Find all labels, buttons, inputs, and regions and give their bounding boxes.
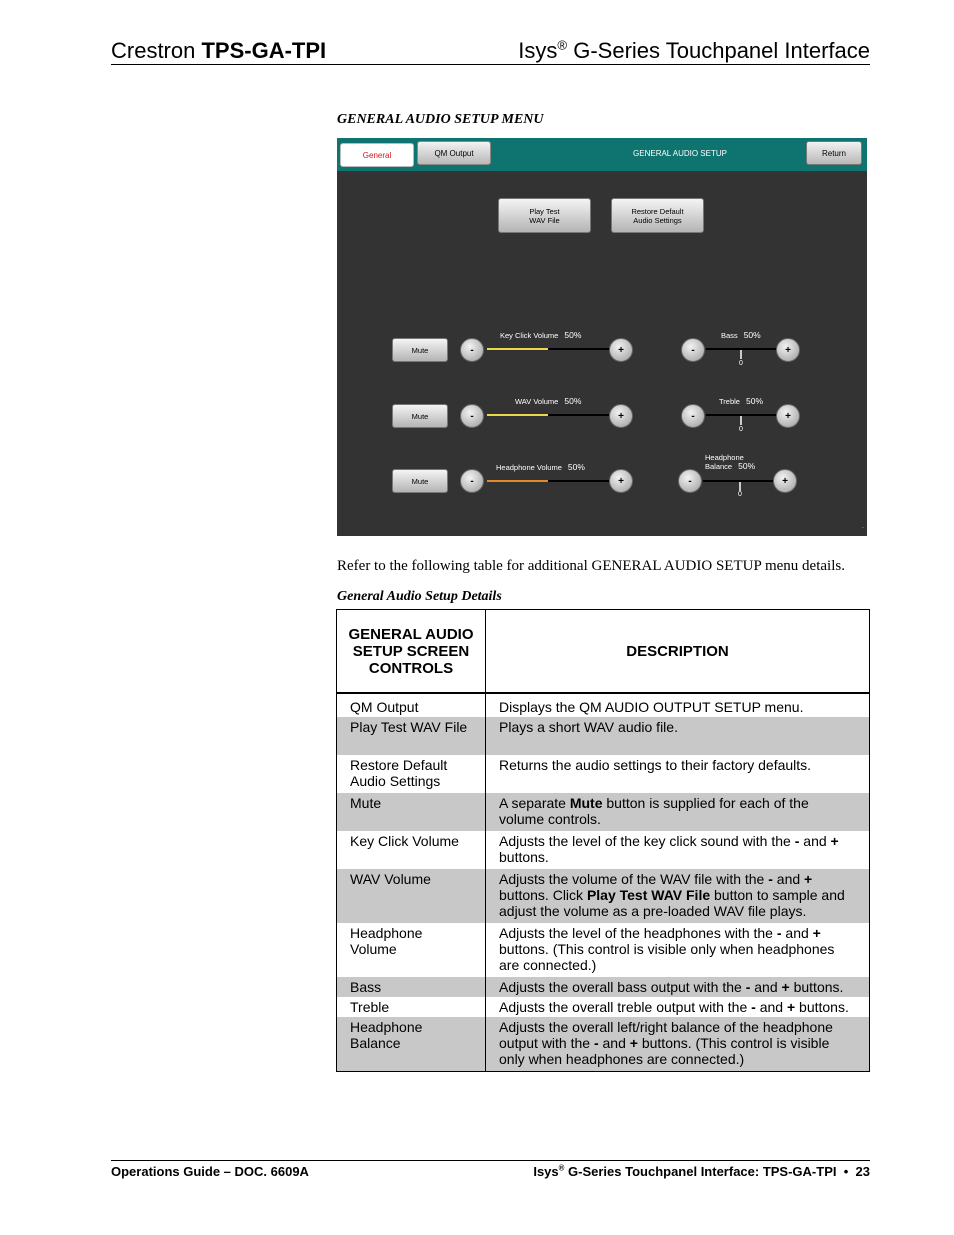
headphone-plus-button[interactable]: + bbox=[609, 469, 633, 493]
restore-line2: Audio Settings bbox=[633, 215, 682, 225]
headphone-minus-button[interactable]: - bbox=[460, 469, 484, 493]
table-header-row bbox=[337, 610, 870, 694]
row-control: Key Click Volume bbox=[337, 831, 486, 869]
bass-minus-button[interactable]: - bbox=[681, 338, 705, 362]
row-description bbox=[486, 869, 870, 923]
wav-slider[interactable] bbox=[487, 414, 609, 416]
footer-doc: Operations Guide – DOC. 6609A bbox=[111, 1164, 309, 1179]
panel-top-bar bbox=[337, 138, 867, 171]
bass-center-tick bbox=[740, 350, 742, 359]
treble-zero: 0 bbox=[739, 426, 743, 433]
headphone-pct: 50% bbox=[567, 462, 585, 472]
treble-center-tick bbox=[740, 416, 742, 425]
desc-bold: - bbox=[593, 1035, 599, 1051]
return-button[interactable]: Return bbox=[806, 141, 862, 165]
row-description bbox=[486, 997, 870, 1017]
table-row bbox=[337, 693, 870, 717]
row-control: Headphone Volume bbox=[337, 923, 486, 977]
header-controls: GENERAL AUDIO SETUP SCREEN CONTROLS bbox=[337, 610, 486, 694]
balance-slider[interactable] bbox=[703, 480, 773, 482]
row-control: Mute bbox=[337, 793, 486, 831]
desc-bold: + bbox=[830, 833, 839, 849]
desc-bold: + bbox=[804, 871, 813, 887]
desc-text: A separate bbox=[499, 795, 570, 811]
treble-label bbox=[719, 397, 763, 406]
restore-default-button[interactable] bbox=[611, 198, 704, 233]
treble-plus-button[interactable]: + bbox=[776, 404, 800, 428]
desc-text: button is supplied for each of the volume controls. bbox=[499, 795, 809, 827]
desc-text: buttons. (This control is visible only when headphones are connected.) bbox=[499, 941, 835, 973]
wav-label-text: WAV Volume bbox=[515, 397, 559, 406]
desc-text: buttons. Click bbox=[499, 887, 587, 903]
mute-button-headphone[interactable]: Mute bbox=[392, 469, 448, 493]
key-click-label-text: Key Click Volume bbox=[500, 331, 559, 340]
header-title-rest: G-Series Touchpanel Interface bbox=[573, 38, 870, 63]
row-description bbox=[486, 1017, 870, 1072]
table-row bbox=[337, 923, 870, 977]
play-test-line2: WAV File bbox=[529, 215, 560, 225]
bass-plus-button[interactable]: + bbox=[776, 338, 800, 362]
page-number: 23 bbox=[855, 1164, 870, 1179]
desc-text: Adjusts the volume of the WAV file with the bbox=[499, 871, 769, 887]
desc-bold: + bbox=[781, 979, 790, 995]
header-description: DESCRIPTION bbox=[486, 610, 870, 694]
row-description: Returns the audio settings to their factory defaults. bbox=[499, 757, 812, 773]
bass-label bbox=[721, 331, 761, 340]
balance-pct: 50% bbox=[738, 461, 756, 471]
wav-slider-fill bbox=[487, 414, 548, 416]
desc-text: and bbox=[799, 833, 831, 849]
wav-label bbox=[515, 397, 581, 406]
restore-line1: Restore Default bbox=[631, 206, 684, 216]
table-row bbox=[337, 997, 870, 1017]
headphone-label-text: Headphone Volume bbox=[496, 463, 562, 472]
details-table bbox=[336, 609, 870, 1072]
panel-title: GENERAL AUDIO SETUP bbox=[633, 149, 727, 158]
treble-minus-button[interactable]: - bbox=[681, 404, 705, 428]
mute-button-key-click[interactable]: Mute bbox=[392, 338, 448, 362]
table-row bbox=[337, 977, 870, 997]
desc-text: buttons. (This control is visible only when headphones are connected.) bbox=[499, 1035, 830, 1067]
headphone-label bbox=[496, 463, 585, 472]
desc-text: buttons. bbox=[795, 999, 849, 1015]
row-description bbox=[486, 831, 870, 869]
key-click-minus-button[interactable]: - bbox=[460, 338, 484, 362]
row-control: Headphone Balance bbox=[337, 1017, 486, 1072]
balance-plus-button[interactable]: + bbox=[773, 469, 797, 493]
desc-text: buttons. bbox=[789, 979, 844, 995]
header-brand: Crestron bbox=[111, 38, 196, 63]
wav-plus-button[interactable]: + bbox=[609, 404, 633, 428]
desc-text: and bbox=[750, 979, 782, 995]
key-click-slider[interactable] bbox=[487, 348, 609, 350]
desc-bold: + bbox=[786, 999, 796, 1015]
desc-text: and bbox=[598, 1035, 630, 1051]
desc-bold: - bbox=[768, 871, 773, 887]
table-caption: General Audio Setup Details bbox=[337, 589, 502, 604]
footer-product: Isys bbox=[533, 1164, 559, 1179]
desc-bold: - bbox=[794, 833, 800, 849]
row-description: Plays a short WAV audio file. bbox=[486, 717, 870, 755]
tab-general[interactable]: General bbox=[340, 143, 414, 167]
balance-label-line1: Headphone bbox=[705, 453, 744, 462]
desc-text: and bbox=[772, 871, 805, 887]
mute-button-wav[interactable]: Mute bbox=[392, 404, 448, 428]
treble-label-text: Treble bbox=[719, 397, 740, 406]
key-click-label bbox=[500, 331, 581, 340]
panel-corner-mark: . bbox=[862, 523, 864, 530]
table-row bbox=[337, 831, 870, 869]
desc-text: and bbox=[781, 925, 813, 941]
desc-bold: Mute bbox=[569, 795, 603, 811]
balance-label-line2: Balance bbox=[705, 462, 733, 471]
balance-label bbox=[705, 453, 755, 471]
desc-bold: Play Test WAV File bbox=[586, 887, 711, 903]
bass-zero: 0 bbox=[739, 360, 743, 367]
balance-center-tick bbox=[739, 482, 741, 491]
desc-text: Adjusts the overall left/right balance of the headphone output with the bbox=[499, 1019, 833, 1051]
wav-pct: 50% bbox=[564, 396, 582, 406]
row-description: Displays the QM AUDIO OUTPUT SETUP menu. bbox=[499, 699, 804, 715]
key-click-plus-button[interactable]: + bbox=[609, 338, 633, 362]
figure-caption: GENERAL AUDIO SETUP MENU bbox=[337, 112, 544, 127]
row-description bbox=[486, 977, 870, 997]
row-control: Treble bbox=[337, 997, 486, 1017]
row-control: Play Test WAV File bbox=[337, 717, 486, 755]
table-row bbox=[337, 1017, 870, 1072]
tab-qm-output[interactable]: QM Output bbox=[417, 141, 491, 165]
desc-text: buttons. bbox=[499, 849, 549, 865]
bass-pct: 50% bbox=[743, 330, 761, 340]
play-test-line1: Play Test bbox=[529, 206, 560, 216]
key-click-pct: 50% bbox=[564, 330, 582, 340]
play-test-wav-button[interactable] bbox=[498, 198, 591, 233]
table-row bbox=[337, 717, 870, 755]
footer-title bbox=[533, 1164, 870, 1179]
row-control: QM Output bbox=[337, 693, 486, 717]
balance-minus-button[interactable]: - bbox=[678, 469, 702, 493]
page-footer bbox=[111, 1160, 870, 1179]
desc-bold: - bbox=[745, 979, 751, 995]
desc-text: and bbox=[755, 999, 787, 1015]
table-row bbox=[337, 869, 870, 923]
header-reg: ® bbox=[557, 37, 568, 53]
header-model: TPS-GA-TPI bbox=[201, 38, 327, 63]
row-description bbox=[486, 793, 870, 831]
desc-bold: - bbox=[751, 999, 756, 1015]
row-control: WAV Volume bbox=[337, 869, 486, 923]
key-click-slider-fill bbox=[487, 348, 548, 350]
row-description bbox=[486, 923, 870, 977]
desc-bold: + bbox=[812, 925, 821, 941]
wav-minus-button[interactable]: - bbox=[460, 404, 484, 428]
treble-pct: 50% bbox=[745, 396, 763, 406]
desc-text: Adjusts the overall bass output with the bbox=[499, 979, 746, 995]
desc-bold: - bbox=[776, 925, 782, 941]
desc-text: Adjusts the level of the headphones with the bbox=[499, 925, 777, 941]
desc-text: Adjusts the overall treble output with the bbox=[499, 999, 752, 1015]
table-row bbox=[337, 793, 870, 831]
header-product: Isys bbox=[518, 38, 558, 63]
desc-bold: + bbox=[629, 1035, 638, 1051]
header-title bbox=[518, 38, 870, 64]
desc-text: Adjusts the level of the key click sound with the bbox=[499, 833, 795, 849]
footer-rest: G-Series Touchpanel Interface: TPS-GA-TPI bbox=[568, 1164, 837, 1179]
bass-label-text: Bass bbox=[721, 331, 738, 340]
headphone-slider-fill bbox=[487, 480, 548, 482]
table-row bbox=[337, 755, 870, 793]
row-control: Bass bbox=[337, 977, 486, 997]
balance-zero: 0 bbox=[738, 491, 742, 498]
header-brand-model bbox=[111, 38, 326, 64]
footer-bullet: • bbox=[843, 1164, 849, 1179]
row-control: Restore Default Audio Settings bbox=[337, 755, 486, 793]
headphone-slider[interactable] bbox=[487, 480, 609, 482]
touchpanel-screenshot bbox=[337, 138, 867, 536]
refer-text: Refer to the following table for additional GENERAL AUDIO SETUP menu details. bbox=[337, 558, 845, 574]
page-header bbox=[111, 36, 870, 65]
desc-text: button to sample and adjust the volume as a pre-loaded WAV file plays. bbox=[499, 887, 845, 919]
footer-reg: ® bbox=[558, 1163, 565, 1173]
